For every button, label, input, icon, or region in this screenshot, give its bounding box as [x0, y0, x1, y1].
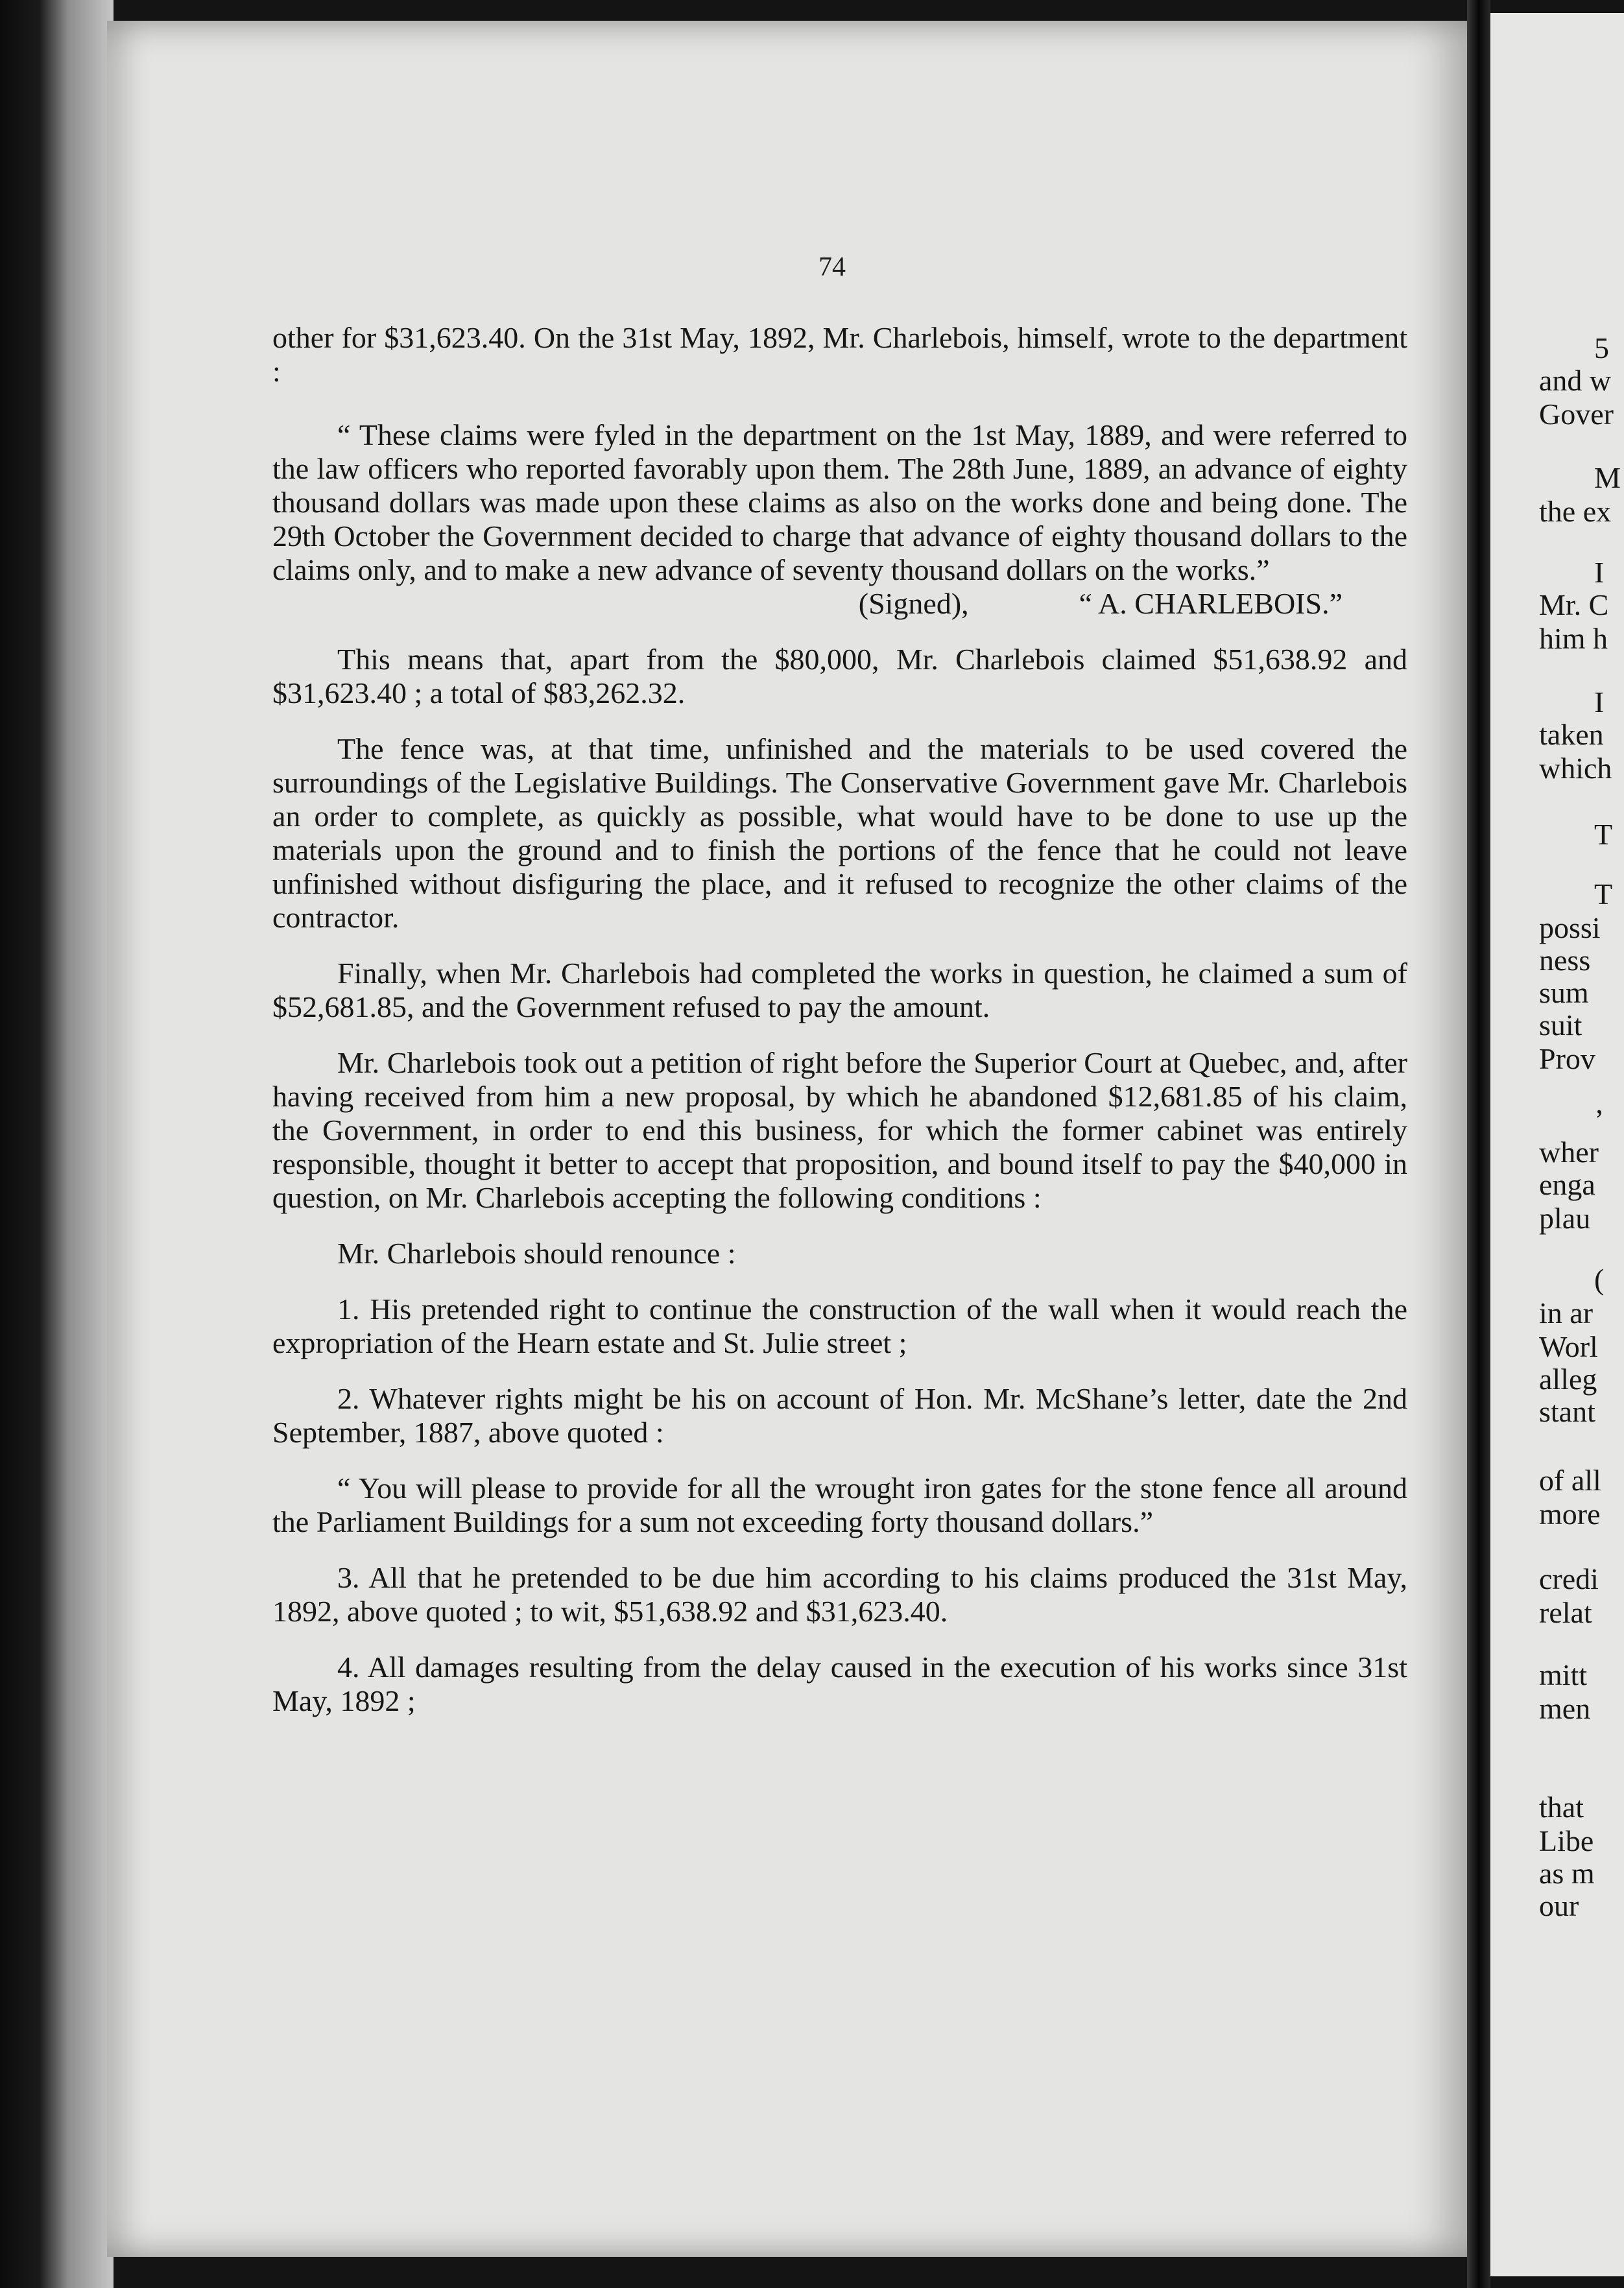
signed-name: “ A. CHARLEBOIS.” [1079, 587, 1343, 620]
paragraph-7: Mr. Charlebois should renounce : [337, 1237, 736, 1270]
facing-page-line-fragment: suit [1539, 1008, 1582, 1042]
facing-page-line-fragment: T [1594, 877, 1613, 911]
paragraph-5: Finally, when Mr. Charlebois had completed the works in question, he claimed a sum of $52,681.85, and the Government refused to pay the amount. [272, 957, 1407, 1023]
facing-page-line-fragment: Prov [1539, 1042, 1595, 1075]
facing-page-line-fragment: credi [1539, 1562, 1599, 1595]
facing-page-line-fragment: enga [1539, 1168, 1595, 1201]
facing-page-line-fragment: ’ [1594, 1103, 1605, 1136]
facing-page-line-fragment: 5 [1594, 331, 1609, 364]
facing-page-line-fragment: M [1594, 461, 1621, 494]
facing-page-line-fragment: Gover [1539, 398, 1614, 431]
facing-page-line-fragment: the ex [1539, 495, 1612, 528]
page-number: 74 [818, 252, 846, 282]
page-body-text [272, 321, 1407, 1718]
facing-page-line-fragment: of all [1539, 1464, 1601, 1497]
facing-page-line-fragment: T [1594, 818, 1613, 851]
paragraph-3: This means that, apart from the $80,000, Mr. Charlebois claimed $51,638.92 and $31,623.40 ; a total of $83,262.32. [272, 643, 1407, 709]
facing-page-line-fragment: ness [1539, 944, 1591, 977]
book-edge [0, 0, 113, 2288]
facing-page-line-fragment: stant [1539, 1395, 1595, 1428]
paragraph-6: Mr. Charlebois took out a petition of right before the Superior Court at Quebec, and, after having received from him a new proposal, by which he abandoned $12,681.85 of his claim, the Government, in order to end this business, for which the former cabinet was entirely responsible, thought it better to accept that proposition, and bound itself to pay the $40,000 in question, on Mr. Charlebois accepting the following conditions : [272, 1046, 1407, 1214]
quoted-mcshane-letter: “ You will please to provide for all the wrought iron gates for the stone fence all around the Parliament Buildings for a sum not exceeding forty thousand dollars.” [272, 1472, 1407, 1538]
facing-page-line-fragment: more [1539, 1497, 1601, 1531]
facing-page-line-fragment: men [1539, 1692, 1591, 1725]
facing-page-line-fragment: and w [1539, 364, 1612, 397]
facing-page-line-fragment: our [1539, 1889, 1579, 1922]
facing-page-line-fragment: alleg [1539, 1363, 1597, 1396]
facing-page-line-fragment: in ar [1539, 1296, 1594, 1329]
condition-4: 4. All damages resulting from the delay caused in the execution of his works since 31st May, 1892 ; [272, 1650, 1407, 1717]
facing-page-line-fragment: wher [1539, 1136, 1599, 1169]
facing-page-line-fragment: relat [1539, 1596, 1592, 1629]
facing-page-line-fragment: Mr. C [1539, 588, 1609, 621]
facing-page-line-fragment: that [1539, 1791, 1584, 1824]
facing-page-line-fragment: as m [1539, 1857, 1595, 1890]
signed-label: (Signed), [858, 587, 969, 620]
signature-line [272, 587, 1407, 621]
facing-page-line-fragment: which [1539, 752, 1612, 785]
facing-page-line-fragment: taken [1539, 718, 1604, 751]
facing-page-fragment [1490, 13, 1624, 2276]
facing-page-line-fragment: mitt [1539, 1658, 1588, 1691]
facing-page-line-fragment: Worl [1539, 1330, 1598, 1363]
paragraph-4: The fence was, at that time, unfinished and the materials to be used covered the surroundings of the Legislative Buildings. The Conservative Government gave Mr. Charlebois an order to complete, as quickly as possible, what would have to be done to use up the materials upon the ground and to finish the portions of the fence that he could not leave unfinished without disfiguring the place, and it refused to recognize the other claims of the contractor. [272, 732, 1407, 934]
condition-3: 3. All that he pretended to be due him according to his claims produced the 31st May, 1892, above quoted ; to wit, $51,638.92 and $31,623.40. [272, 1561, 1407, 1628]
facing-page-line-fragment: sum [1539, 976, 1589, 1009]
facing-page-line-fragment: Libe [1539, 1824, 1594, 1857]
book-gutter [1467, 0, 1490, 2288]
condition-2: 2. Whatever rights might be his on account of Hon. Mr. McShane’s letter, date the 2nd September, 1887, above quoted : [272, 1382, 1407, 1449]
quoted-letter: “ These claims were fyled in the department on the 1st May, 1889, and were referred to the law officers who reported favorably upon them. The 28th June, 1889, an advance of eighty thousand dollars was made upon these claims as also on the works done and being done. The 29th October the Government decided to charge that advance of eighty thousand dollars to the claims only, and to make a new advance of seventy thousand dollars on the works.” [272, 418, 1407, 586]
facing-page-line-fragment: I [1594, 685, 1605, 719]
condition-1: 1. His pretended right to continue the construction of the wall when it would reach the expropriation of the Hearn estate and St. Julie street ; [272, 1293, 1407, 1359]
paragraph-1: other for $31,623.40. On the 31st May, 1892, Mr. Charlebois, himself, wrote to the department : [272, 321, 1407, 388]
facing-page-line-fragment: plau [1539, 1202, 1591, 1235]
facing-page-line-fragment: I [1594, 556, 1605, 589]
facing-page-line-fragment: possi [1539, 911, 1601, 944]
facing-page-line-fragment: ( [1594, 1263, 1605, 1296]
facing-page-line-fragment: him h [1539, 622, 1608, 655]
